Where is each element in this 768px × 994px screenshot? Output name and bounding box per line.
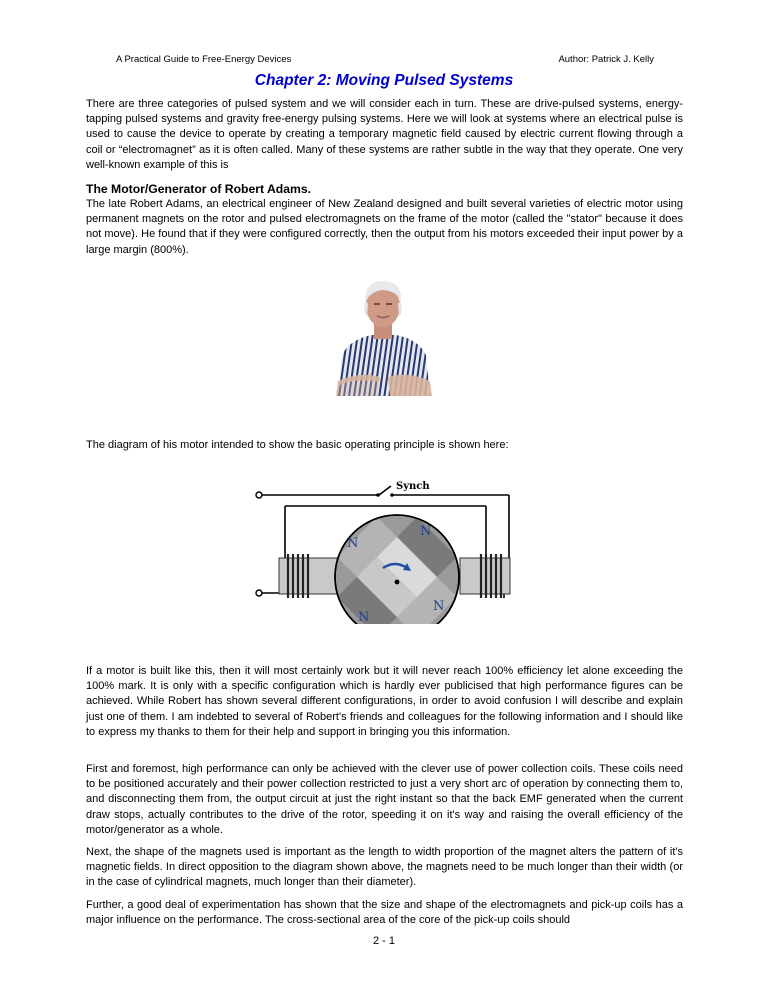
pole-label-4: N xyxy=(358,610,370,624)
coil-size-paragraph: Further, a good deal of experimentation has shown that the size and shape of the electromagnets and pick-up coils has a major influence on the performance. The cross-sectional area of the core of the pick-up coils should xyxy=(86,899,683,927)
motor-diagram xyxy=(255,474,520,624)
pole-label-2: N xyxy=(420,524,432,539)
running-header xyxy=(116,53,654,67)
robert-adams-photo xyxy=(330,273,437,396)
motor-efficiency-paragraph: If a motor is built like this, then it will most certainly work but it will never reach 100% efficiency let alone exceeding the 100% mark. It is only with a specific configuration which is hardly ever publicised that high performance figures can be achieved. While Robert has shown several different configurations, in order to avoid confusion I will describe and explain just one of them. I am indebted to several of Robert's friends and colleagues for the following information and I should like to express my thanks to them for their help and support in bringing you this information. xyxy=(86,665,683,738)
motor-diagram-svg xyxy=(255,474,520,624)
terminal-top xyxy=(256,492,262,498)
page-number: 2 - 1 xyxy=(372,935,395,947)
header-book-title: A Practical Guide to Free-Energy Devices xyxy=(116,54,292,65)
chapter-title: Chapter 2: Moving Pulsed Systems xyxy=(254,72,514,89)
left-electromagnet xyxy=(279,554,337,598)
switch-contact-right xyxy=(390,493,394,497)
switch-contact-left xyxy=(376,493,380,497)
diagram-intro-paragraph: The diagram of his motor intended to show the basic operating principle is shown here: xyxy=(86,439,509,451)
collection-coils-paragraph: First and foremost, high performance can only be achieved with the clever use of power collection coils. These coils need to be positioned accurately and their power collection restricted to just a very short arc of operation by connecting them to, and disconnecting them from, the output circuit at just the right instant so that the back EMF generated when the current draw stops, actually contributes to the drive of the rotor, speeding it on it's way and raising the overall efficiency of the motor/generator as a whole. xyxy=(86,763,683,836)
pole-label-3: N xyxy=(433,599,445,614)
section-heading: The Motor/Generator of Robert Adams. xyxy=(86,182,312,196)
right-electromagnet xyxy=(460,554,510,598)
magnet-shape-paragraph: Next, the shape of the magnets used is important as the length to width proportion of the magnet alters the pattern of it's magnetic fields. In direct opposition to the diagram shown above, the magnets need to be much longer than their width (or in the case of cylindrical magnets, much longer than their diameter). xyxy=(86,846,683,889)
synch-switch-label: Synch xyxy=(396,481,430,492)
pole-label-1: N xyxy=(347,536,359,551)
terminal-bottom xyxy=(256,590,262,596)
adams-paragraph: The late Robert Adams, an electrical engineer of New Zealand designed and built several varieties of electric motor using permanent magnets on the rotor and pulsed electromagnets on the frame of the motor (called the "stator" because it does not move). He found that if they were configured correctly, then the output from his motors exceeded their input power by a large margin (800%). xyxy=(86,198,683,256)
intro-paragraph: There are three categories of pulsed system and we will consider each in turn. These are drive-pulsed systems, energy-tapping pulsed systems and gravity free-energy pulsing systems. Here we will look at systems where an electrical pulse is used to cause the device to operate by creating a temporary magnetic field caused by electric current flowing through a coil or “electromagnet” as it is often called. Many of these systems are rather subtle in the way that they operate. One very well-known example of this is xyxy=(86,98,683,171)
header-author: Author: Patrick J. Kelly xyxy=(558,54,654,65)
